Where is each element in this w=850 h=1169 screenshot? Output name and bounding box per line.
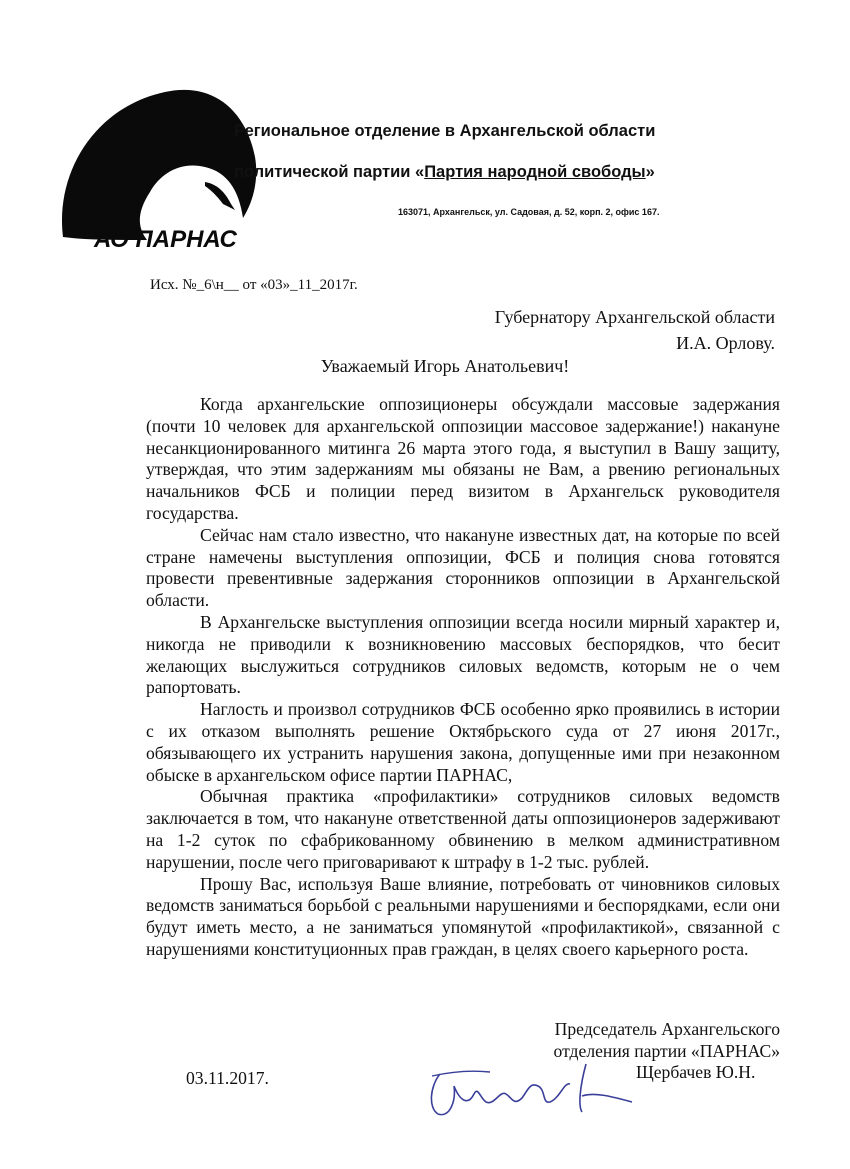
addressee-line2: И.А. Орлову. — [676, 333, 775, 353]
paragraph: Обычная практика «профилактики» сотрудников силовых ведомств заключается в том, что накануне ответственной даты оппозиционеров задерживают на 1-2 суток по сфабрикованному обвинению в мелком административном нарушении, после чего приговаривают к штрафу в 1-2 тыс. рублей. — [146, 786, 780, 872]
paragraph: Наглость и произвол сотрудников ФСБ особенно ярко проявились в истории с их отказом выполнять решение Октябрьского суда от 27 июня 2017г., обязывающего их устранить нарушения закона, допущенные ими при незаконном обыске в архангельском офисе партии ПАРНАС, — [146, 699, 780, 785]
paragraph: Прошу Вас, используя Ваше влияние, потребовать от чиновников силовых ведомств заниматься борьбой с реальными нарушениями и беспорядками, если они будут иметь место, а не заниматься упомянутой «профилактикой», связанной с нарушениями конституционных прав граждан, в целях своего карьерного роста. — [146, 873, 780, 959]
org-header-line1: Региональное отделение в Архангельской области — [234, 122, 656, 140]
addressee — [495, 304, 775, 356]
logo-text: АО ПАРНАС — [94, 226, 237, 253]
addressee-line1: Губернатору Архангельской области — [494, 307, 775, 327]
signer-title-line1: Председатель Архангельского — [554, 1019, 780, 1039]
letter-date: 03.11.2017. — [186, 1068, 269, 1088]
paragraph: Сейчас нам стало известно, что накануне известных дат, на которые по всей стране намечены выступления оппозиции, ФСБ и полиция снова готовятся провести превентивные задержания сторонников оппозиции в Архангельской области. — [146, 524, 780, 611]
party-prefix: политической партии « — [234, 163, 425, 181]
handwritten-signature-icon — [410, 1046, 640, 1126]
org-header-line2 — [234, 163, 655, 182]
paragraph: Когда архангельские оппозиционеры обсуждали массовые задержания (почти 10 человек для архангельской оппозиции массовое задержание!) накануне несанкционированного митинга 26 марта этого года, я выступил в Вашу защиту, утверждая, что этим задержаниям мы обязаны не Вам, а рвению региональных начальников ФСБ и полиции перед визитом в Архангельск руководителя государства. — [146, 394, 780, 523]
party-name: Партия народной свободы — [424, 163, 646, 181]
salutation: Уважаемый Игорь Анатольевич! — [320, 356, 570, 376]
org-address: 163071, Архангельск, ул. Садовая, д. 52, корп. 2, офис 167. — [398, 207, 660, 217]
party-suffix: » — [645, 163, 655, 181]
outgoing-number: Исх. №_6\н__ от «03»_11_2017г. — [150, 277, 358, 293]
paragraph: В Архангельске выступления оппозиции всегда носили мирный характер и, никогда не приводили к возникновению массовых беспорядков, что бесит желающих выслужиться сотрудников силовых ведомств, которым не о чем рапортовать. — [146, 611, 780, 698]
signer-title-line2: отделения партии «ПАРНАС» — [553, 1041, 780, 1061]
letter-body — [146, 394, 780, 961]
signer-name: Щербачев Ю.Н. — [636, 1062, 756, 1082]
